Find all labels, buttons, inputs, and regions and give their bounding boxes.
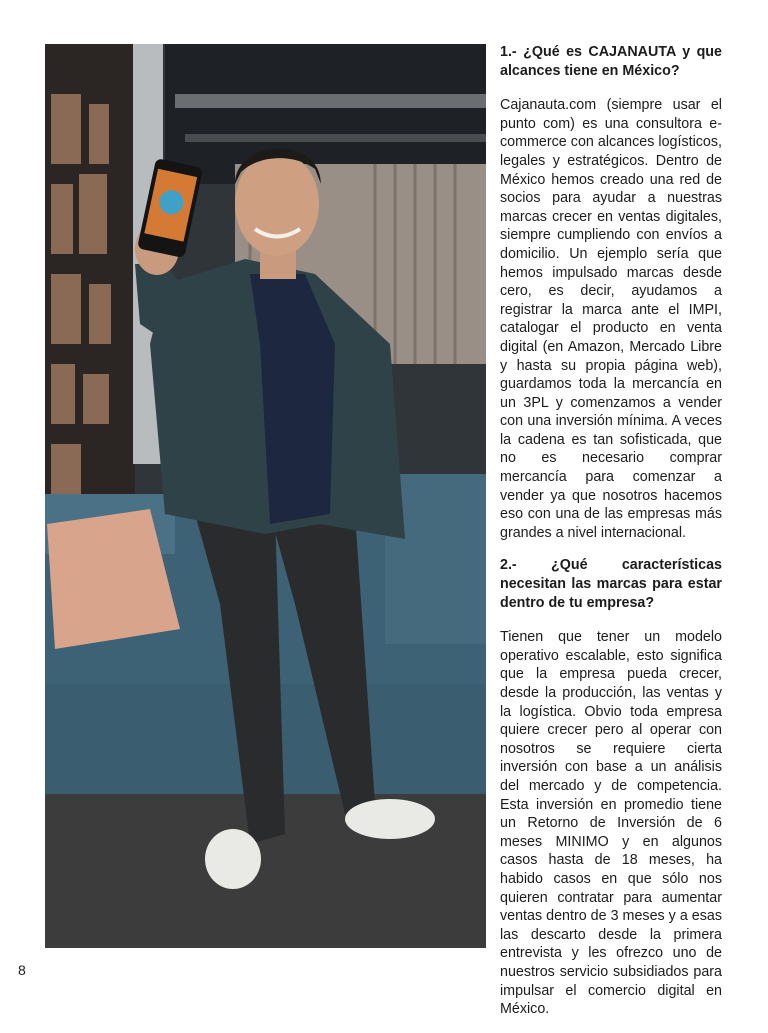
question-2-body: Tienen que tener un modelo operativo escalable, esto significa que la empresa pueda crecer, desde la producción, las ventas y la logística. Obvio toda empresa quiere crecer pero al operar con nosotros se requiere cierta inversión con base a un análisis del mercado y de competencia. Esta inversión en promedio tiene un Retorno de Inversión de 6 meses MINIMO y en algunos casos hasta de 18 meses, ha habido casos en que sólo nos quieren contratar para aumentar ventas dentro de 3 meses y a esas las descarto desde la primera entrevista y les ofrezco uno de nuestros servicio subsidiados para impulsar el comercio digital en México. — [500, 629, 722, 1018]
article-column — [500, 43, 722, 1033]
man-holding-phone-photo — [45, 44, 486, 948]
question-1-heading: 1.- ¿Qué es CAJANAUTA y que alcances tiene en México? — [500, 44, 722, 79]
page-number: 8 — [18, 962, 26, 978]
article-photo — [45, 44, 486, 948]
question-1-body: Cajanauta.com (siempre usar el punto com) es una consultora e-commerce con alcances logísticos, legales y estratégicos. Dentro de México hemos creado una red de socios para ayudar a nuestras marcas crecer en ventas digitales, siempre cumpliendo con envíos a domicilio. Un ejemplo sería que hemos impulsado marcas desde cero, es decir, ayudamos a registrar la marca ante el IMPI, catalogar el producto en venta digital (en Amazon, Mercado Libre y hasta su propia página web), guardamos toda la mercancía en un 3PL y comenzamos a vender con una inversión mínima. A veces la cadena es tan sofisticada, que no es necesario comprar mercancía para comenzar a vender ya que nosotros hacemos eso con una de las empresas más grandes a nivel internacional. — [500, 97, 722, 541]
question-2-heading: 2.- ¿Qué características necesitan las marcas para estar dentro de tu empresa? — [500, 557, 722, 611]
